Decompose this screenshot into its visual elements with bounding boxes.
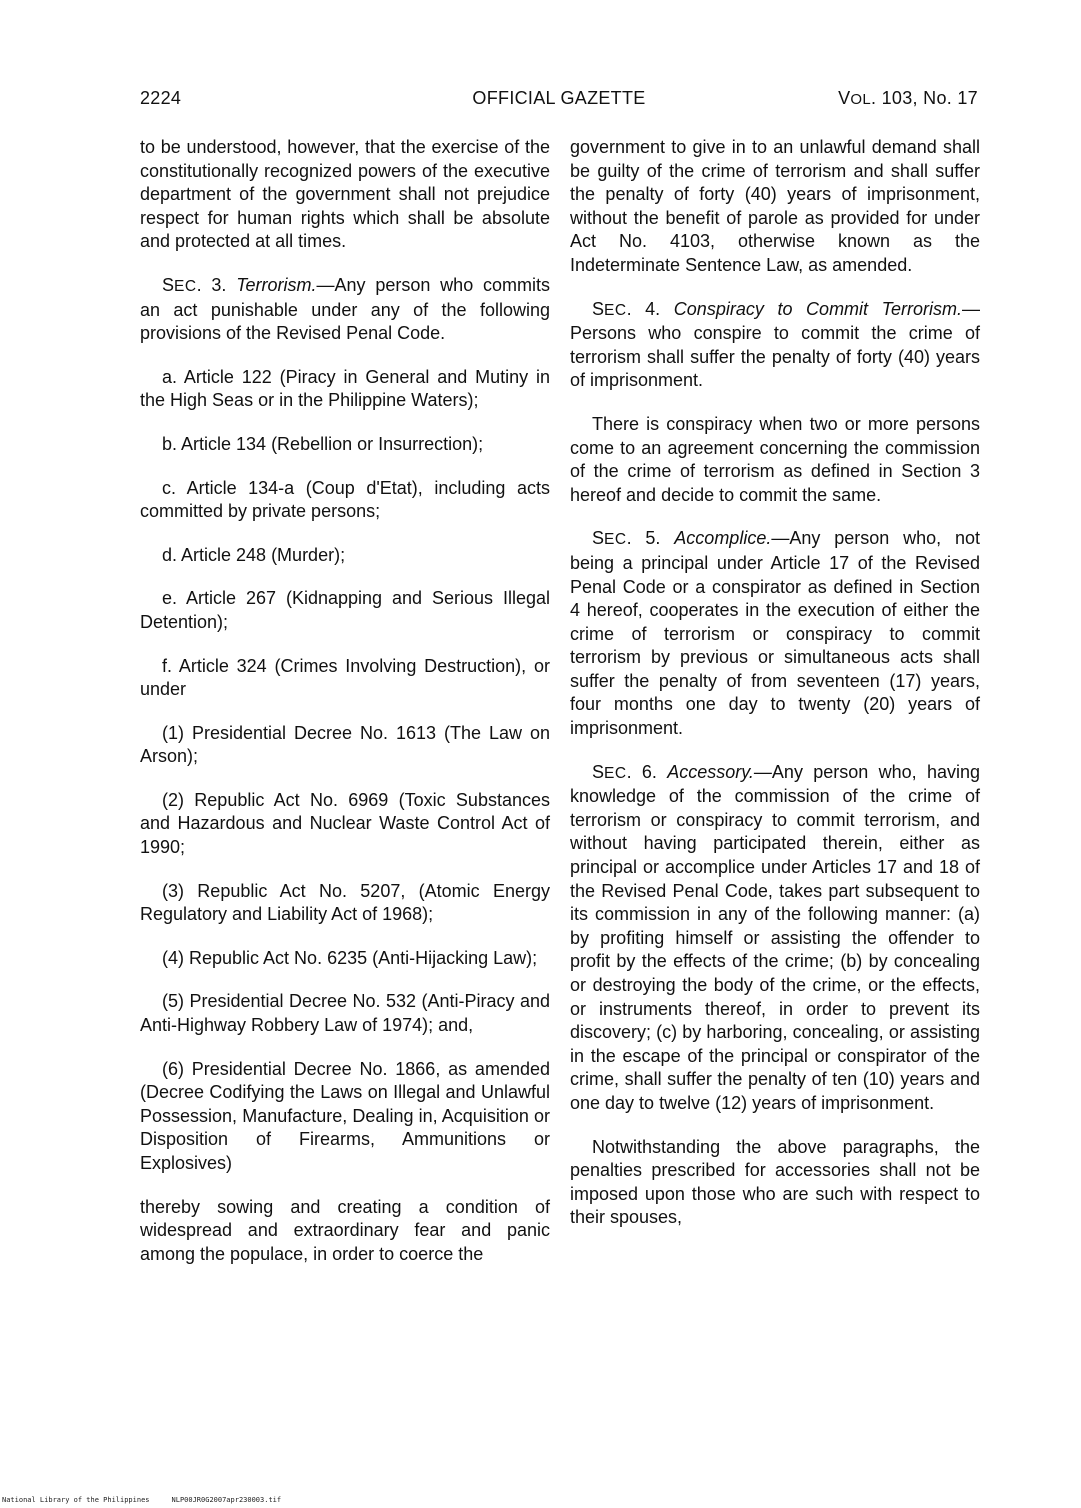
file-name: NLP00JR0G2007apr230003.tif	[171, 1496, 282, 1504]
section-title: Accomplice.	[674, 528, 772, 549]
section-title: Terrorism.	[236, 274, 317, 295]
paragraph: There is conspiracy when two or more persons come to an agreement concerning the commission of the crime of terrorism as defined in Section 3 hereof and decide to commit the same.	[570, 413, 980, 505]
section-title: Accessory.	[667, 761, 754, 782]
list-item: c. Article 134-a (Coup d'Etat), including acts committed by private persons;	[140, 477, 550, 522]
sub-list-item: (6) Presidential Decree No. 1866, as amended (Decree Codifying the Laws on Illegal and Unlawful Possession, Manufacture, Dealing in, Acquisition or Disposition of Firearms, Ammunitions or Explosives)	[140, 1058, 550, 1173]
volume-number: VOL. 103, No. 17	[838, 88, 978, 108]
page-number: 2224	[140, 88, 182, 108]
left-column	[140, 136, 550, 1286]
sub-list-item: (3) Republic Act No. 5207, (Atomic Energy Regulatory and Liability Act of 1968);	[140, 880, 550, 925]
library-name: National Library of the Philippines	[2, 1496, 150, 1504]
sub-list-item: (2) Republic Act No. 6969 (Toxic Substances and Hazardous and Nuclear Waste Control Act of 1990;	[140, 789, 550, 858]
paragraph: thereby sowing and creating a condition of widespread and extraordinary fear and panic among the populace, in order to coerce the	[140, 1196, 550, 1264]
list-item: e. Article 267 (Kidnapping and Serious Illegal Detention);	[140, 588, 550, 632]
paragraph: Notwithstanding the above paragraphs, the penalties prescribed for accessories shall not be imposed upon those who are such with respect to their spouses,	[570, 1136, 980, 1228]
scan-footer	[2, 1496, 281, 1504]
list-item: b. Article 134 (Rebellion or Insurrection);	[162, 433, 484, 454]
paragraph: government to give in to an unlawful demand shall be guilty of the crime of terrorism and shall suffer the penalty of forty (40) years of imprisonment, without the benefit of parole as provided for under Act No. 4103, otherwise known as the Indeterminate Sentence Law, as amended.	[570, 137, 980, 275]
section-4: SEC. 4. Conspiracy to Commit Terrorism.—Persons who conspire to commit the crime of terrorism shall suffer the penalty of forty (40) years of imprisonment.	[570, 298, 981, 391]
section-6: SEC. 6. Accessory.—Any person who, having knowledge of the commission of the crime of terrorism or conspiracy to commit terrorism, and without having participated therein, either as principal or accomplice under Articles 17 and 18 of the Revised Penal Code, takes part subsequent to its commission in any of the following manner: (a) by profiting himself or assisting the offender to profit by the effects of the crime; (b) by concealing or destroying the body of the crime, or the effects, or instruments thereof, in order to prevent its discovery; (c) by harboring, concealing, or assisting in the escape of the principal or conspirator of the crime, shall suffer the penalty of ten (10) years and one day to twelve (12) years of imprisonment.	[570, 761, 981, 1113]
sub-list-item: (5) Presidential Decree No. 532 (Anti-Piracy and Anti-Highway Robbery Law of 1974); and,	[140, 991, 550, 1036]
list-item: f. Article 324 (Crimes Involving Destruction), or under	[140, 655, 550, 700]
right-column	[570, 136, 980, 1250]
sub-list-item: (1) Presidential Decree No. 1613 (The Law on Arson);	[140, 722, 550, 767]
publication-title: OFFICIAL GAZETTE	[472, 88, 646, 108]
paragraph: to be understood, however, that the exercise of the constitutionally recognized powers of the executive department of the government shall not prejudice respect for human rights which shall be absolute and protected at all times.	[140, 137, 550, 252]
section-3: SEC. 3. Terrorism.—Any person who commits an act punishable under any of the following provisions of the Revised Penal Code.	[140, 274, 551, 344]
section-5: SEC. 5. Accomplice.—Any person who, not being a principal under Article 17 of the Revised Penal Code or a conspirator as defined in Section 4 hereof, cooperates in the execution of either the crime of terrorism or conspiracy to commit terrorism by previous or simultaneous acts shall suffer the penalty of from seventeen (17) years, four months one day to twenty (20) years of imprisonment.	[570, 528, 980, 739]
list-item: d. Article 248 (Murder);	[162, 544, 346, 565]
list-item: a. Article 122 (Piracy in General and Mutiny in the High Seas or in the Philippine Waters);	[140, 366, 550, 411]
sub-list-item: (4) Republic Act No. 6235 (Anti-Hijacking Law);	[162, 947, 538, 968]
page-header	[140, 88, 978, 116]
section-title: Conspiracy to Commit Terrorism.	[673, 298, 963, 319]
